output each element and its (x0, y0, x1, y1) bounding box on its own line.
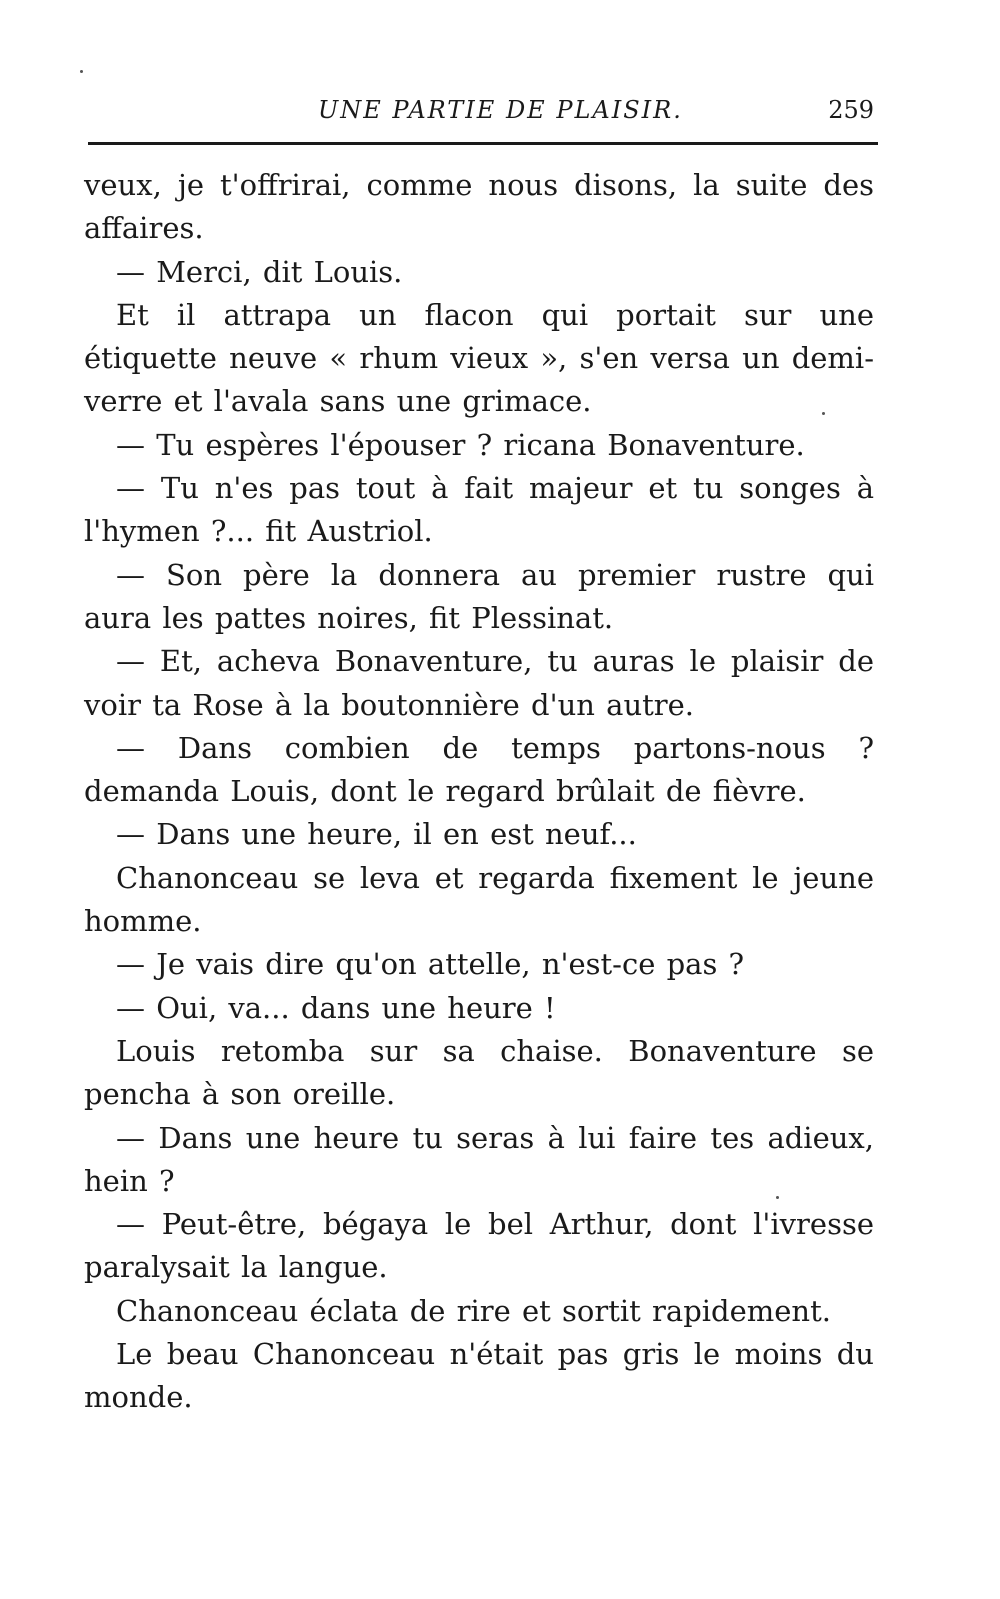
paragraph: Chanonceau éclata de rire et sortit rapidement. (116, 1293, 831, 1328)
header-rule (88, 142, 878, 145)
paragraph: — Je vais dire qu'on attelle, n'est-ce pas ? (116, 947, 745, 982)
paragraph: — Oui, va... dans une heure ! (116, 990, 556, 1025)
scan-speck (80, 70, 83, 73)
page-header (88, 92, 880, 132)
paragraph: — Son père la donnera au premier rustre qui aura les pattes noires, fit Plessinat. (84, 557, 874, 635)
paragraph: veux, je t'offrirai, comme nous disons, la suite des affaires. (84, 168, 874, 246)
paragraph: — Dans une heure tu seras à lui faire tes adieux, hein ? (84, 1120, 874, 1198)
body-text (84, 164, 874, 1420)
scan-speck (776, 1196, 779, 1199)
paragraph: — Dans une heure, il en est neuf... (116, 817, 637, 852)
paragraph: Louis retomba sur sa chaise. Bonaventure se pencha à son oreille. (84, 1033, 874, 1112)
scan-speck (822, 412, 825, 415)
paragraph: — Peut-être, bégaya le bel Arthur, dont l'ivresse paralysait la langue. (84, 1207, 874, 1285)
paragraph: — Et, acheva Bonaventure, tu auras le plaisir de voir ta Rose à la boutonnière d'un autre. (84, 644, 874, 722)
paragraph: — Tu n'es pas tout à fait majeur et tu songes à l'hymen ?... fit Austriol. (84, 471, 874, 549)
paragraph: — Merci, dit Louis. (116, 254, 403, 289)
page-number: 259 (828, 96, 874, 124)
paragraph: Et il attrapa un flacon qui portait sur une étiquette neuve « rhum vieux », s'en versa un demi-verre et l'avala sans une grimace. (84, 297, 874, 419)
paragraph: Chanonceau se leva et regarda fixement le jeune homme. (84, 860, 874, 939)
paragraph: Le beau Chanonceau n'était pas gris le moins du monde. (84, 1337, 874, 1415)
paragraph: — Dans combien de temps partons-nous ? demanda Louis, dont le regard brûlait de fièvre. (84, 730, 874, 809)
running-title: UNE PARTIE DE PLAISIR. (318, 96, 683, 124)
paragraph: — Tu espères l'épouser ? ricana Bonaventure. (116, 427, 805, 462)
